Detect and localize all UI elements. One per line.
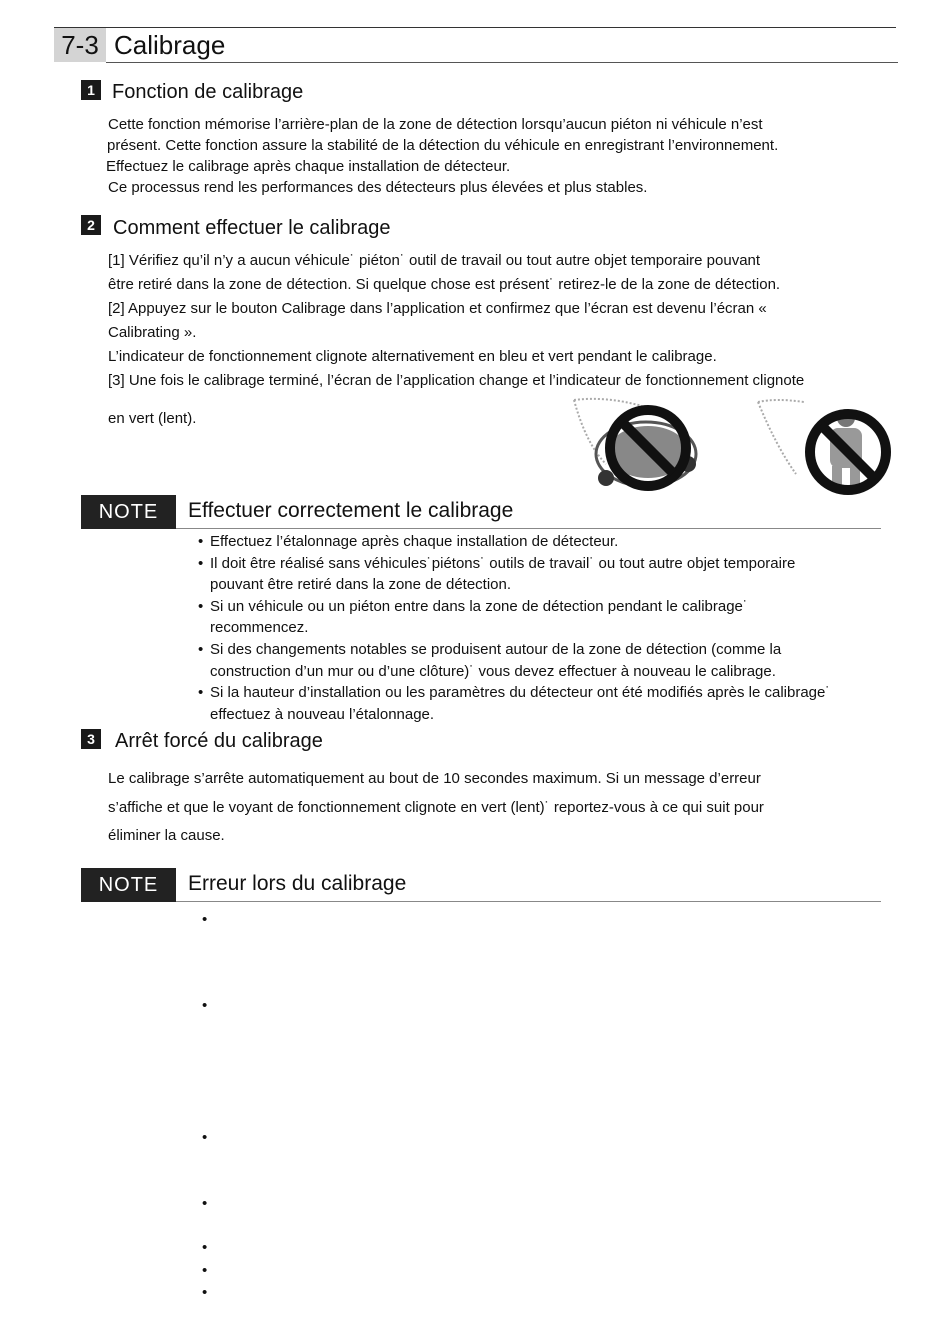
section-body [108,114,778,198]
section-title: Comment effectuer le calibrage [113,217,391,239]
note-title: Erreur lors du calibrage [188,872,407,895]
note-rule [176,528,881,529]
text-line: être retiré dans la zone de détection. Si quelque chose est présent˙ retirez-le de la zone de détection. [108,276,781,293]
prohibited-vehicle-icon [566,394,716,504]
empty-bullet: • [202,1262,208,1279]
text-line: [2] Appuyez sur le bouton Calibrage dans l’application et confirmez que l’écran est devenu l’écran « [108,300,767,317]
text-line: L’indicateur de fonctionnement clignote alternativement en bleu et vert pendant le calibrage. [108,348,717,365]
note-bullet-list [198,531,830,725]
chapter-number: 7-3 [54,28,106,62]
section-number-badge: 3 [81,729,101,749]
text-line: présent. Cette fonction assure la stabilité de la détection du véhicule en enregistrant l’environnement. [107,137,779,154]
list-item-continuation: pouvant être retiré dans la zone de détection. [210,576,512,594]
section-number-badge: 2 [81,215,101,235]
list-item-continuation: recommencez. [210,619,309,637]
section-number-badge: 1 [81,80,101,100]
text-line: en vert (lent). [108,410,197,427]
text-line: Cette fonction mémorise l’arrière-plan de la zone de détection lorsqu’aucun piéton ni véhicule n’est [108,116,763,133]
note-rule [176,901,881,902]
empty-bullet: • [202,1195,208,1212]
list-item-continuation: construction d’un mur ou d’une clôture)˙ vous devez effectuer à nouveau le calibrage. [210,662,776,680]
empty-bullet: • [202,911,208,928]
list-item: • Si la hauteur d’installation ou les paramètres du détecteur ont été modifiés après le calibrage˙ [198,682,830,704]
chapter-title: Calibrage [114,30,226,60]
prohibited-pedestrian-icon [756,396,896,500]
list-item-continuation: effectuez à nouveau l’étalonnage. [210,705,435,723]
list-item: • Si des changements notables se produisent autour de la zone de détection (comme la [198,639,830,661]
text-line: Ce processus rend les performances des détecteurs plus élevées et plus stables. [108,179,648,196]
list-item: • Si un véhicule ou un piéton entre dans la zone de détection pendant le calibrage˙ [198,596,830,618]
section-title: Arrêt forcé du calibrage [115,730,323,752]
text-line: s’affiche et que le voyant de fonctionnement clignote en vert (lent)˙ reportez-vous à ce qui suit pour [108,798,764,816]
empty-bullet: • [202,997,208,1014]
header-rule [54,27,896,28]
chapter-rule [106,62,898,63]
section-body [108,249,804,393]
note-badge: NOTE [81,495,176,529]
text-line: éliminer la cause. [108,827,225,844]
empty-bullet: • [202,1284,208,1301]
text-line: Calibrating ». [108,324,197,341]
empty-bullet: • [202,1129,208,1146]
note-title: Effectuer correctement le calibrage [188,499,514,522]
note-badge: NOTE [81,868,176,902]
section-body [108,765,764,851]
text-line: Le calibrage s’arrête automatiquement au bout de 10 secondes maximum. Si un message d’erreur [108,770,761,787]
text-line: [3] Une fois le calibrage terminé, l’écran de l’application change et l’indicateur de fonctionnement clignote [108,372,805,389]
list-item: • Il doit être réalisé sans véhicules˙piétons˙ outils de travail˙ ou tout autre objet temporaire [198,553,830,575]
empty-bullet: • [202,1239,208,1256]
text-line: [1] Vérifiez qu’il n’y a aucun véhicule˙ piéton˙ outil de travail ou tout autre objet temporaire pouvant [108,252,761,269]
list-item: • Effectuez l’étalonnage après chaque installation de détecteur. [198,531,830,553]
section-title: Fonction de calibrage [112,81,304,103]
text-line: Effectuez le calibrage après chaque installation de détecteur. [106,158,511,175]
